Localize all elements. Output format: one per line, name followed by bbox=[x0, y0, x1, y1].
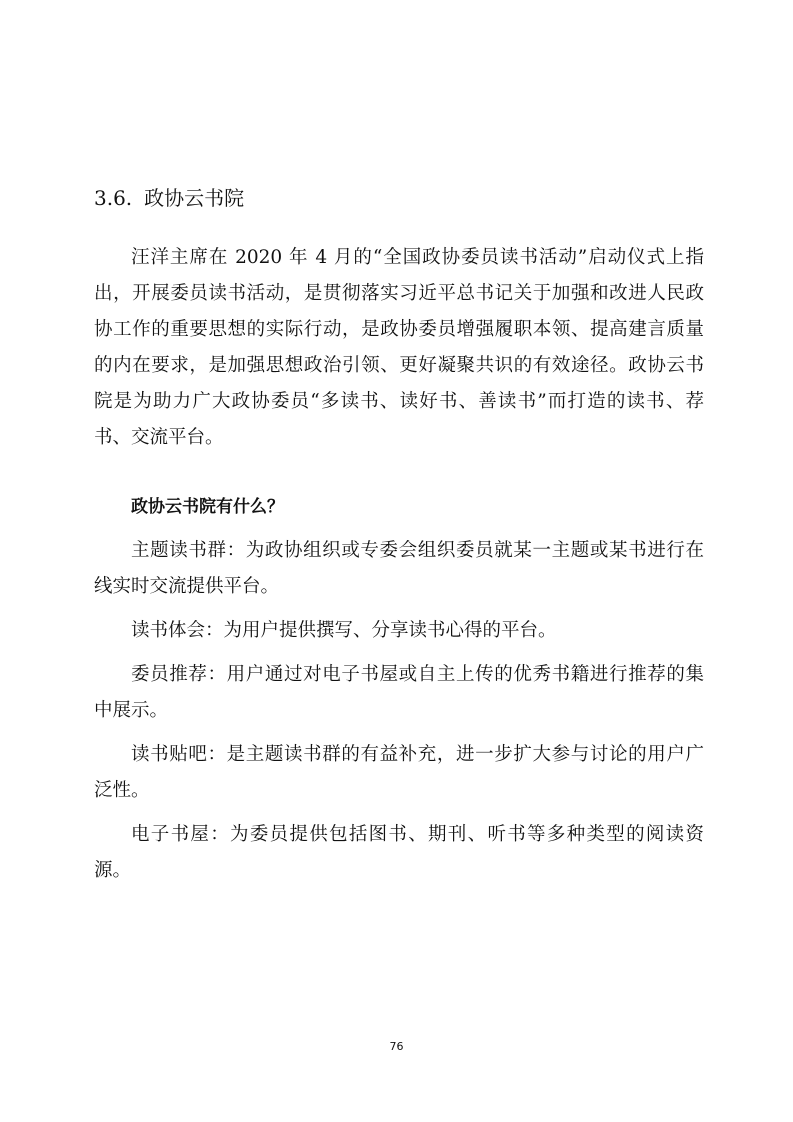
list-item bbox=[94, 737, 704, 809]
list-item bbox=[94, 533, 704, 605]
feature-text: 用户通过对电子书屋或自主上传的优秀书籍进行推荐的集中展示。 bbox=[94, 664, 704, 721]
feature-label: 主题读书群： bbox=[131, 540, 246, 561]
feature-text: 是主题读书群的有益补充，进一步扩大参与讨论的用户广泛性。 bbox=[94, 744, 704, 801]
feature-label: 电子书屋： bbox=[131, 824, 231, 845]
feature-label: 读书贴吧： bbox=[131, 744, 227, 765]
feature-list bbox=[94, 533, 704, 889]
list-item bbox=[94, 613, 704, 649]
feature-text: 为委员提供包括图书、期刊、听书等多种类型的阅读资源。 bbox=[94, 824, 704, 881]
section-title: 政协云书院 bbox=[144, 186, 245, 210]
subheading: 政协云书院有什么？ bbox=[131, 497, 284, 517]
section-heading bbox=[94, 183, 244, 213]
subheading-block bbox=[94, 489, 704, 525]
feature-text: 为政协组织或专委会组织委员就某一主题或某书进行在线实时交流提供平台。 bbox=[94, 540, 704, 597]
page-number: 76 bbox=[389, 1040, 404, 1053]
intro-paragraph: 汪洋主席在 2020 年 4 月的“全国政协委员读书活动”启动仪式上指出，开展委员读书活动，是贯彻落实习近平总书记关于加强和改进人民政协工作的重要思想的实际行动，是政协委员增强履职本领、提高建言质量的内在要求，是加强思想政治引领、更好凝聚共识的有效途径。政协云书院是为助力广大政协委员“多读书、读好书、善读书”而打造的读书、荐书、交流平台。 bbox=[94, 247, 704, 448]
feature-text: 为用户提供撰写、分享读书心得的平台。 bbox=[223, 620, 557, 641]
list-item bbox=[94, 657, 704, 729]
list-item bbox=[94, 817, 704, 889]
feature-label: 委员推荐： bbox=[131, 664, 227, 685]
intro-block bbox=[94, 240, 704, 456]
feature-label: 读书体会： bbox=[131, 620, 224, 641]
section-number: 3.6. bbox=[94, 186, 133, 210]
